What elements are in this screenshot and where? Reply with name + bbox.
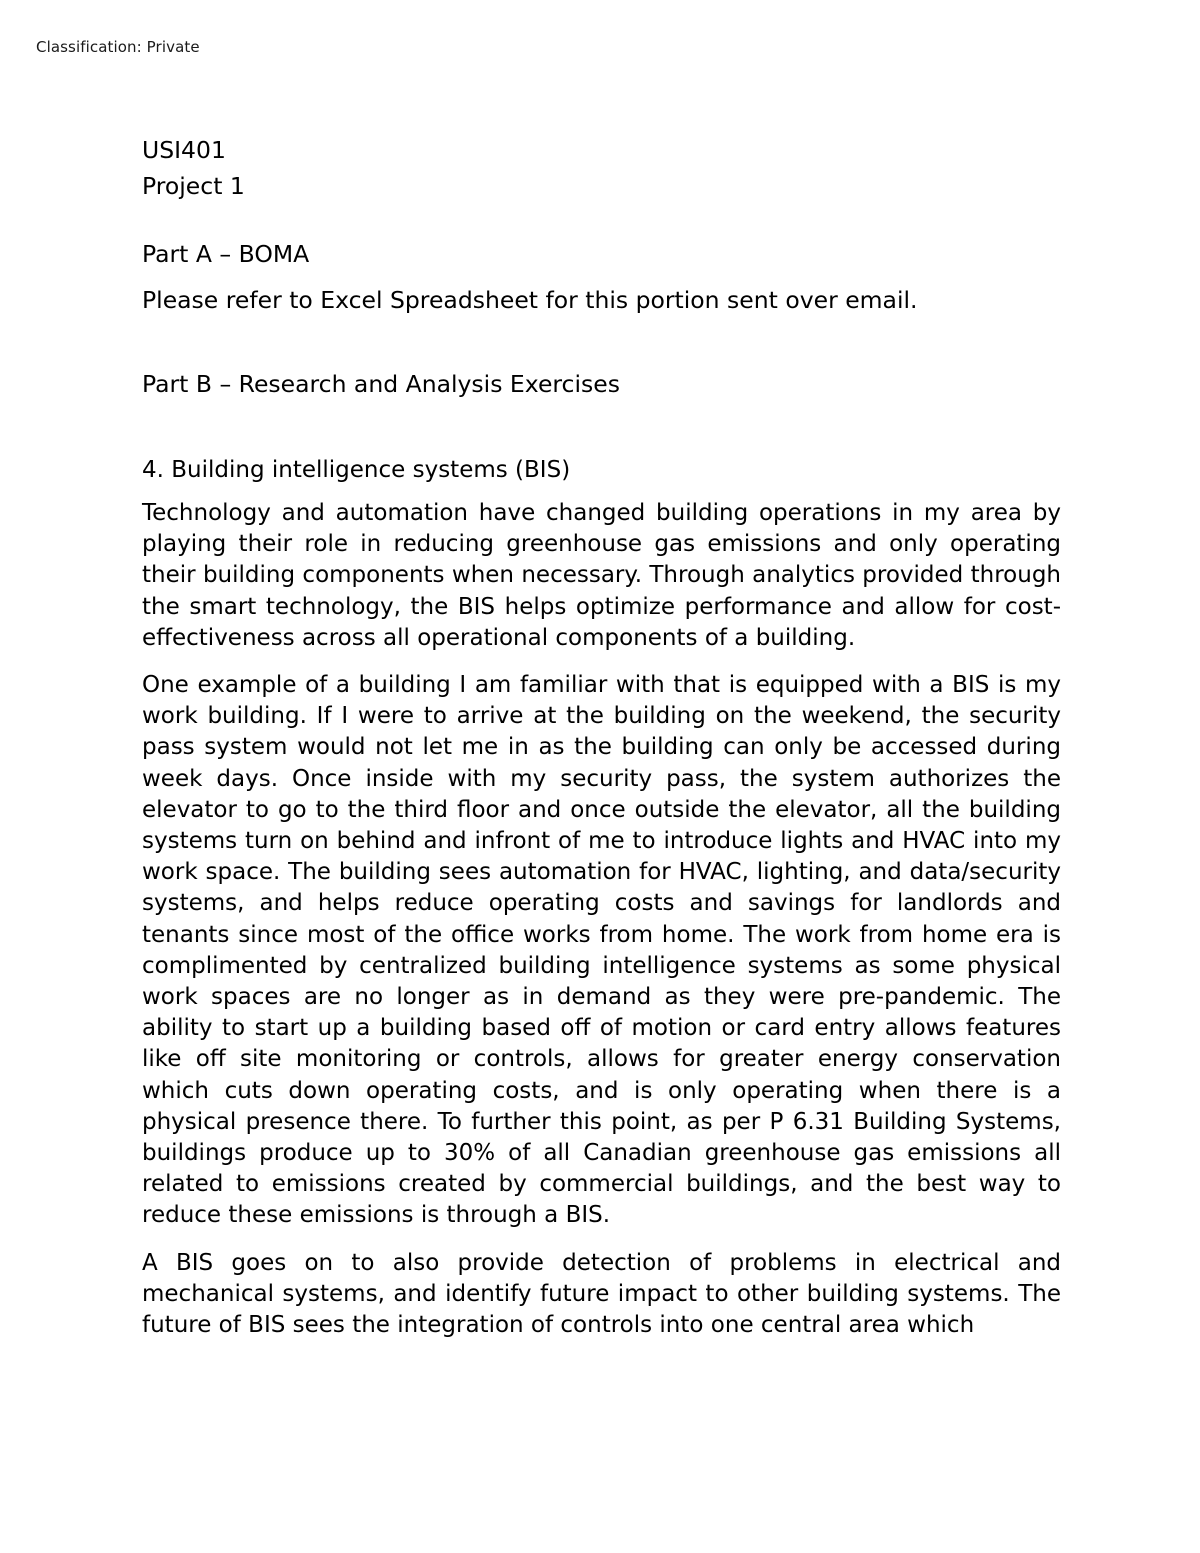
spacer-after-title (142, 204, 1061, 236)
body-paragraph-1: Technology and automation have changed building operations in my area by playing their role in reducing greenhouse gas emissions and only operating their building components when necessary. Through analytics provided through the smart technology, the BIS helps optimize performance and allow for cost-effectiveness across all operational components of a building. (142, 500, 1061, 651)
project-label-line: Project 1 (142, 172, 245, 200)
question-heading: 4. Building intelligence systems (BIS) (142, 457, 571, 483)
spacer-before-part-b (142, 318, 1061, 366)
part-a-heading: Part A – BOMA (142, 240, 310, 268)
classification-header: Classification: Private (36, 38, 200, 56)
document-body (142, 132, 1061, 1341)
spacer-after-question-heading (142, 488, 1061, 498)
course-code-line: USI401 (142, 136, 226, 164)
part-a-note: Please refer to Excel Spreadsheet for this portion sent over email. (142, 286, 918, 314)
part-b-heading: Part B – Research and Analysis Exercises (142, 370, 620, 398)
body-paragraph-3: A BIS goes on to also provide detection of problems in electrical and mechanical systems, and identify future impact to other building systems. The future of BIS sees the integration of controls into one central area which (142, 1249, 1061, 1339)
body-paragraph-2: One example of a building I am familiar with that is equipped with a BIS is my work building. If I were to arrive at the building on the weekend, the security pass system would not let me in as the building can only be accessed during week days. Once inside with my security pass, the system authorizes the elevator to go to the third floor and once outside the elevator, all the building systems turn on behind and infront of me to introduce lights and HVAC into my work space. The building sees automation for HVAC, lighting, and data/security systems, and helps reduce operating costs and savings for landlords and tenants since most of the office works from home. The work from home era is complimented by centralized building intelligence systems as some physical work spaces are no longer as in demand as they were pre-pandemic. The ability to start up a building based off of motion or card entry allows features like off site monitoring or controls, allows for greater energy conservation which cuts down operating costs, and is only operating when there is a physical presence there. To further this point, as per P 6.31 Building Systems, buildings produce up to 30% of all Canadian greenhouse gas emissions all related to emissions created by commercial buildings, and the best way to reduce these emissions is through a BIS. (142, 672, 1061, 1229)
spacer-before-question (142, 402, 1061, 452)
spacer-part-a (142, 272, 1061, 282)
